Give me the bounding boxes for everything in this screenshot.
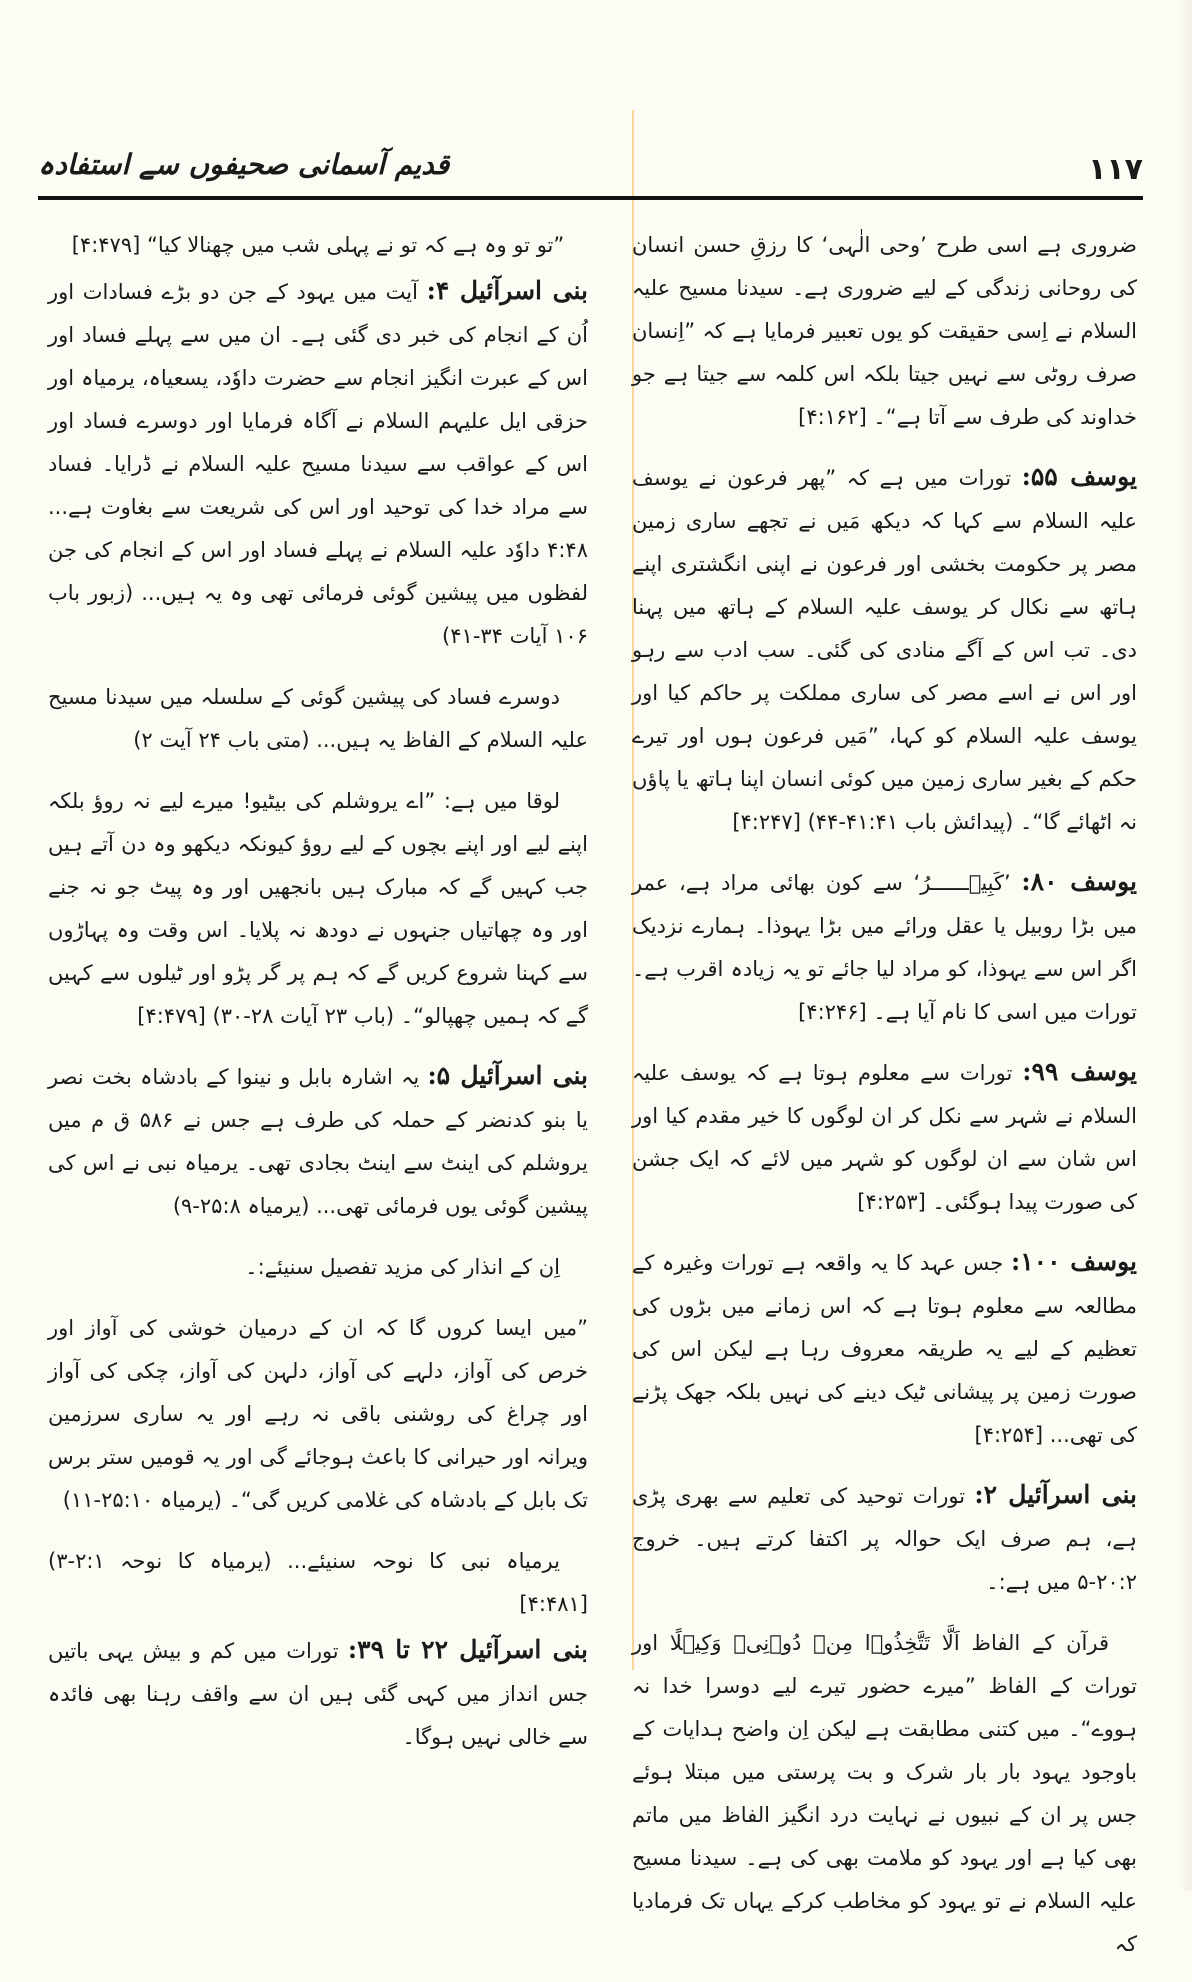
- paragraph-text: ”میں ایسا کروں گا کہ ان کے درمیان خوشی کی آواز اور خرص کی آواز، دلہے کی آواز، دلہن کی آواز، چکی کی آواز اور چراغ کی روشنی باقی نہ رہے اور یہ ساری سرزمین ویرانہ اور حیرانی کا باعث ہوجائے گی اور یہ قومیں ستر برس تک بابل کے بادشاہ کی غلامی کریں گی“۔ (یرمیاہ ۲۵:۱۰-۱۱): [48, 1316, 588, 1512]
- paragraph-bani-israil-2: [632, 1473, 1137, 1604]
- paragraph-heading: بنی اسرآئیل ۵:: [427, 1061, 588, 1090]
- paragraph-text: یہ اشارہ بابل و نینوا کے بادشاہ بخت نصر یا بنو کدنضر کے حملہ کی طرف ہے جس نے ۵۸۶ ق م میں یروشلم کی اینٹ سے اینٹ بجادی تھی۔ یرمیاہ نبی نے اس کی پیشین گوئی یوں فرمائی تھی... (یرمیاہ ۲۵:۸-۹): [48, 1065, 588, 1218]
- paragraph-text: ’کَبِیۡــــــرُ‘ سے کون بھائی مراد ہے، عمر میں بڑا روبیل یا عقل ورائے میں بڑا یہوذا۔ ہمارے نزدیک اگر اس سے یہوذا، کو مراد لیا جائے تو یہ زیادہ اقرب ہے۔ تورات میں اسی کا نام آیا ہے۔ [۴:۲۴۶]: [632, 871, 1137, 1024]
- paragraph-heading: یوسف ۱۰۰:: [1011, 1247, 1137, 1276]
- paragraph-text: جس عہد کا یہ واقعہ ہے تورات وغیرہ کے مطالعہ سے معلوم ہوتا ہے کہ اس زمانے میں بڑوں کی تعظیم کے لیے یہ طریقہ معروف رہا ہے لیکن اس کی صورت زمین پر پیشانی ٹیک دینے کی نہیں بلکہ جھک پڑنے کی تھی... [۴:۲۵۴]: [632, 1251, 1137, 1447]
- page-header: [38, 148, 1143, 198]
- paragraph-yusuf-99: [632, 1050, 1137, 1224]
- paragraph-yusuf-100: [632, 1240, 1137, 1457]
- paragraph-luke-quote: [48, 778, 588, 1038]
- paragraph-bani-israil-5: [48, 1054, 588, 1228]
- paragraph-text: یرمیاہ نبی کا نوحہ سنیئے... (یرمیاہ کا نوحہ ۲:۱-۳) [۴:۴۸۱]: [48, 1549, 588, 1616]
- paragraph-text: ضروری ہے اسی طرح ’وحی الٰہی‘ کا رزقِ حسن انسان کی روحانی زندگی کے لیے ضروری ہے۔ سیدنا مسیح علیہ السلام نے اِسی حقیقت کو یوں تعبیر فرمایا ہے کہ ”اِنسان صرف روٹی سے نہیں جیتا بلکہ اس کلمہ سے جیتا ہے جو خداوند کی طرف سے آتا ہے“۔ [۴:۱۶۲]: [632, 233, 1137, 429]
- left-column: [48, 222, 588, 1775]
- paragraph-warning-intro: [48, 1244, 588, 1289]
- paragraph-heading: یوسف ۸۰:: [1021, 867, 1137, 896]
- paragraph-text: اِن کے انذار کی مزید تفصیل سنیئے:۔: [245, 1255, 560, 1279]
- right-column: [632, 222, 1137, 1982]
- paragraph-text: دوسرے فساد کی پیشین گوئی کے سلسلہ میں سیدنا مسیح علیہ السلام کے الفاظ یہ ہیں... (متی باب ۲۴ آیت ۲): [48, 685, 588, 752]
- paragraph-text: تورات میں کم و بیش یہی باتیں جس انداز میں کہی گئی ہیں ان سے واقف رہنا بھی فائدہ سے خالی نہیں ہوگا۔: [48, 1639, 588, 1749]
- paragraph-quote-continuation: [48, 222, 588, 267]
- paragraph-text: آیت میں یہود کے جن دو بڑے فسادات اور اُن کے انجام کی خبر دی گئی ہے۔ ان میں سے پہلے فساد اور اس کے عبرت انگیز انجام سے حضرت داوٗد، یسعیاہ، یرمیاہ اور حزقی ایل علیہم السلام نے آگاہ فرمایا اور دوسرے فساد اور اس کے عواقب سے سیدنا مسیح علیہ السلام نے ڈرایا۔ فساد سے مراد خدا کی توحید اور اس کی شریعت سے بغاوت ہے... ۴:۴۸ داوٗد علیہ السلام نے پہلے فساد اور اس کے انجام کی جن لفظوں میں پیشین گوئی فرمائی تھی وہ یہ ہیں... (زبور باب ۱۰۶ آیات ۳۴-۴۱): [48, 280, 588, 648]
- paragraph-text: ”تو تو وہ ہے کہ تو نے پہلی شب میں چھنالا کیا“ [۴:۴۷۹]: [71, 233, 565, 257]
- header-rule: [38, 196, 1143, 200]
- paragraph-heading: بنی اسرآئیل ۲:: [974, 1480, 1137, 1509]
- paragraph-heading: یوسف ۹۹:: [1022, 1057, 1137, 1086]
- paragraph-heading: یوسف ۵۵:: [1021, 462, 1137, 491]
- paragraph-text: قرآن کے الفاظ اَلَّا تَتَّخِذُوۡا مِنۡ دُوۡنِیۡ وَکِیۡلًا اور تورات کے الفاظ ”میرے حضور تیرے لیے دوسرا خدا نہ ہووے“۔ میں کتنی مطابقت ہے لیکن اِن واضح ہدایات کے باوجود یہود بار بار شرک و بت پرستی میں مبتلا ہوئے جس پر ان کے نبیوں نے نہایت درد انگیز الفاظ میں ماتم بھی کیا ہے اور یہود کو ملامت بھی کی ہے۔ سیدنا مسیح علیہ السلام نے تو یہود کو مخاطب کرکے یہاں تک فرمادیا کہ: [632, 1631, 1137, 1956]
- page-number: ۱۱۷: [1088, 152, 1143, 187]
- paragraph-text: تورات میں ہے کہ ”پھر فرعون نے یوسف علیہ السلام سے کہا کہ دیکھ مَیں نے تجھے ساری زمین مصر پر حکومت بخشی اور فرعون نے اپنی انگشتری اپنے ہاتھ سے نکال کر یوسف علیہ السلام کے ہاتھ میں پہنا دی۔ تب اس کے آگے منادی کی گئی۔ سب ادب سے رہو اور اس نے اسے مصر کی ساری مملکت پر حاکم کیا اور یوسف علیہ السلام کو کہا، ”مَیں فرعون ہوں اور تیرے حکم کے بغیر ساری زمین میں کوئی انسان اپنا ہاتھ یا پاؤں نہ اٹھائے گا“۔ (پیدائش باب ۴۱:۴۱-۴۴) [۴:۲۴۷]: [632, 466, 1137, 834]
- paragraph-intro: [632, 222, 1137, 439]
- paragraph-bani-israil-22-39: [48, 1628, 588, 1759]
- paragraph-text: تورات توحید کی تعلیم سے بھری پڑی ہے، ہم صرف ایک حوالہ پر اکتفا کرتے ہیں۔ خروج ۲۰:۲-۵ میں ہے:۔: [632, 1484, 1137, 1594]
- paragraph-heading: بنی اسرآئیل ۴:: [426, 276, 588, 305]
- paragraph-yusuf-80: [632, 860, 1137, 1034]
- paragraph-quran-torah-comparison: [632, 1620, 1137, 1966]
- paragraph-yusuf-55: [632, 455, 1137, 844]
- running-title: قدیم آسمانی صحیفوں سے استفادہ: [38, 148, 450, 181]
- paragraph-bani-israil-4: [48, 269, 588, 658]
- scan-edge-shadow: [1178, 0, 1192, 1891]
- paragraph-text: تورات سے معلوم ہوتا ہے کہ یوسف علیہ السلام نے شہر سے نکل کر ان لوگوں کا خیر مقدم کیا اور اس شان سے ان لوگوں کو شہر میں لائے کہ ایک جشن کی صورت پیدا ہوگئی۔ [۴:۲۵۳]: [632, 1061, 1137, 1214]
- paragraph-text: لوقا میں ہے: ”اے یروشلم کی بیٹیو! میرے لیے نہ روؤ بلکہ اپنے لیے اور اپنے بچوں کے لیے روؤ کیونکہ دیکھو وہ دن آتے ہیں جب کہیں گے کہ مبارک ہیں بانجھیں اور وہ پیٹ جو نہ جنے اور وہ چھاتیاں جنہوں نے دودھ نہ پلایا۔ اس وقت وہ پہاڑوں سے کہنا شروع کریں گے کہ ہم پر گر پڑو اور ٹیلوں سے کہیں گے کہ ہمیں چھپالو“۔ (باب ۲۳ آیات ۲۸-۳۰) [۴:۴۷۹]: [48, 789, 588, 1028]
- paragraph-heading: بنی اسرآئیل ۲۲ تا ۳۹:: [347, 1635, 588, 1664]
- paragraph-lamentation: [48, 1538, 588, 1626]
- paragraph-jeremiah-quote: [48, 1305, 588, 1522]
- paragraph-second-corruption: [48, 674, 588, 762]
